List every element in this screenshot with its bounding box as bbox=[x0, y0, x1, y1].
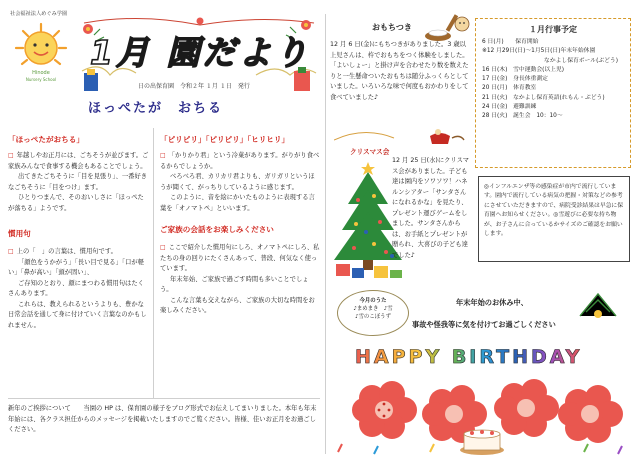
paragraph: こんな言葉も交えながら、ご家族の大切な時間をお楽しみください。 bbox=[160, 296, 315, 314]
section-title: 「ピリピリ」「ピリピリ」「ヒリヒリ」 bbox=[160, 135, 290, 144]
paragraph: 出てきたごちそうに「目を見張り」、一番好きなごちそうに「目をつけ」ます。 bbox=[8, 173, 148, 191]
paragraph: ご存知のとおり、顔にまつわる慣用句はたくさんあります。 bbox=[8, 279, 144, 297]
paragraph: □ 年越しやお正月には、ごちそうが並びます。ご家族みんなで食事する機会もあることでしょう。 bbox=[8, 152, 149, 170]
mochi-pounding-icon bbox=[422, 10, 470, 42]
influenza-notice bbox=[478, 176, 630, 262]
paragraph: このように、音を絵にかいたものように表現する言葉を「オノマトペ」といいます。 bbox=[160, 194, 315, 212]
paragraph: 「顔色をうかがう」「長い目で見る」「口が軽い」「鼻が高い」「頭が固い」、 bbox=[8, 258, 144, 276]
paragraph: これらは、教えられるというよりも、豊かな日常会話を通して身に付けていく言葉なのかもしれません。 bbox=[8, 300, 147, 329]
paragraph: 年末年始、ご家族で過ごす時間も多いことでしょう。 bbox=[160, 275, 309, 293]
column-hoppeta bbox=[8, 134, 150, 331]
schedule-item: 28 日(火) 誕生会 10：10～ bbox=[482, 113, 563, 120]
january-schedule-box bbox=[475, 18, 631, 168]
christmas-report: 12 月 25 日(水)にクリスマス会がありました。子ども達は園内をソワソワ！ハネルンシアター「サンタさんになれるかな」を見たり、プレゼント運びゲームをしました。サンタさんからは、お手紙とプレゼントが贈られ、大喜びの子ども達でした♪ bbox=[392, 157, 470, 259]
song-of-the-month bbox=[337, 290, 409, 336]
schedule-item: 21 日(火) なかよし保育英語(れもん・ぶどう) bbox=[482, 94, 605, 101]
paragraph: □ 上の「 」の言葉は、慣用句です。 bbox=[8, 248, 117, 255]
page-divider bbox=[325, 14, 326, 454]
newsletter-title: 1月 園だより bbox=[90, 33, 311, 72]
schedule-item: ※12 月29日(日)～1月5日(日)年末年始休園 bbox=[482, 48, 596, 55]
logo bbox=[14, 22, 68, 84]
holiday-greeting-line-1: 年末年始のお休み中、 bbox=[456, 298, 528, 307]
paragraph: □ 「かりかり君」という冷菓があります。がりがり食べるからでしょうか。 bbox=[160, 152, 320, 170]
paragraph: べろべろ君、カリカリ君よりも、ガリガリというほうが聞くて、がっちりしているように感じます。 bbox=[160, 173, 315, 191]
issue-theme: ほっぺたが おちる bbox=[88, 101, 224, 116]
santa-sleigh-icon bbox=[334, 126, 472, 148]
schedule-item: 20 日(月) 体育教室 bbox=[482, 85, 537, 92]
newsletter-title-block bbox=[80, 15, 318, 95]
issue-info: 日の出保育園 令和２年 １月 １日 発行 bbox=[138, 83, 250, 90]
column-onomatopoeia bbox=[160, 134, 320, 317]
song-line: ♪まめまき ♪雪 bbox=[353, 306, 393, 312]
section-title: 「ほっぺたがおちる」 bbox=[8, 135, 84, 144]
section-title-christmas: クリスマス会 bbox=[350, 148, 390, 156]
song-title: 今月のうた bbox=[359, 298, 387, 304]
schedule-title: １月行事予定 bbox=[529, 25, 577, 34]
schedule-item: 6 日(月) 保育開始 bbox=[482, 39, 539, 45]
section-title: ご家族の会話をお楽しみください bbox=[160, 225, 274, 234]
organization-name: 社会福祉法人めぐみ学園 bbox=[10, 11, 68, 17]
section-title-mochi: おもちつき bbox=[372, 23, 412, 32]
birthday-banner-text: HAPPY BIRTHDAY bbox=[355, 346, 583, 368]
new-year-greeting-note: 新年のご挨拶について 当園の HP は、保育園の様子をブログ形式でお伝えしてまいりました。本年も年末年始には、各クラス担任からのメッセージを掲載いたしますのでご覧ください。皆様、佳いお正月をお過ごしください。 bbox=[8, 405, 317, 433]
svg-text:Hinode: Hinode bbox=[32, 70, 50, 76]
notice-text: ◎インフルエンザ等の感染症が市内で流行しています。園内で流行している病気の把握・対策などの参考にさせていただきますので、病院受診結果は早急に保育園へお知らせください。◎雪遊びに必要な持ち物が、お子さんに合っているかサイズのご確認をお願いします。 bbox=[484, 184, 624, 238]
mochi-report: 12 月 6 日(金)にもちつきがありました。3 歳以上児さんは、杵でおもちをつく体験をしました。「よいしょー」と掛け声を合わせたり数を数えたりと一生懸命ついたおもちは随分ふっくらとしていました。いろいろな味で何度もおかわりをして食べていました♪ bbox=[330, 41, 469, 101]
song-line: ♪雪のこぼうず bbox=[355, 314, 391, 320]
column-divider bbox=[153, 128, 154, 398]
section-title: 慣用句 bbox=[8, 229, 31, 238]
schedule-item: 24 日(金) 避難訓練 bbox=[482, 104, 537, 111]
paragraph: □ ここで紹介した慣用句にしろ、オノマトペにしろ、私たちの身の回りにたくさんあって、普段、何気なく使っています。 bbox=[160, 244, 320, 272]
birthday-banner bbox=[355, 346, 625, 372]
svg-text:Nursery School: Nursery School bbox=[25, 77, 57, 82]
schedule-item: 17 日(金) 身長体重測定 bbox=[482, 76, 548, 83]
plum-blossom-illustration bbox=[334, 372, 630, 458]
holiday-greeting-line-2: 事故や怪我等に気を付けてお過ごしください bbox=[412, 320, 556, 329]
schedule-item: なかよし保育ボール(ぶどう) bbox=[544, 57, 618, 64]
schedule-item: 16 日(木) 雪中運動会(以上児) bbox=[482, 66, 565, 73]
footer-divider bbox=[8, 398, 320, 399]
pine-decoration-icon bbox=[574, 290, 622, 320]
paragraph: ひとりつまんで、そのおいしさに「ほっぺたが落ちる」ようです。 bbox=[8, 194, 144, 212]
